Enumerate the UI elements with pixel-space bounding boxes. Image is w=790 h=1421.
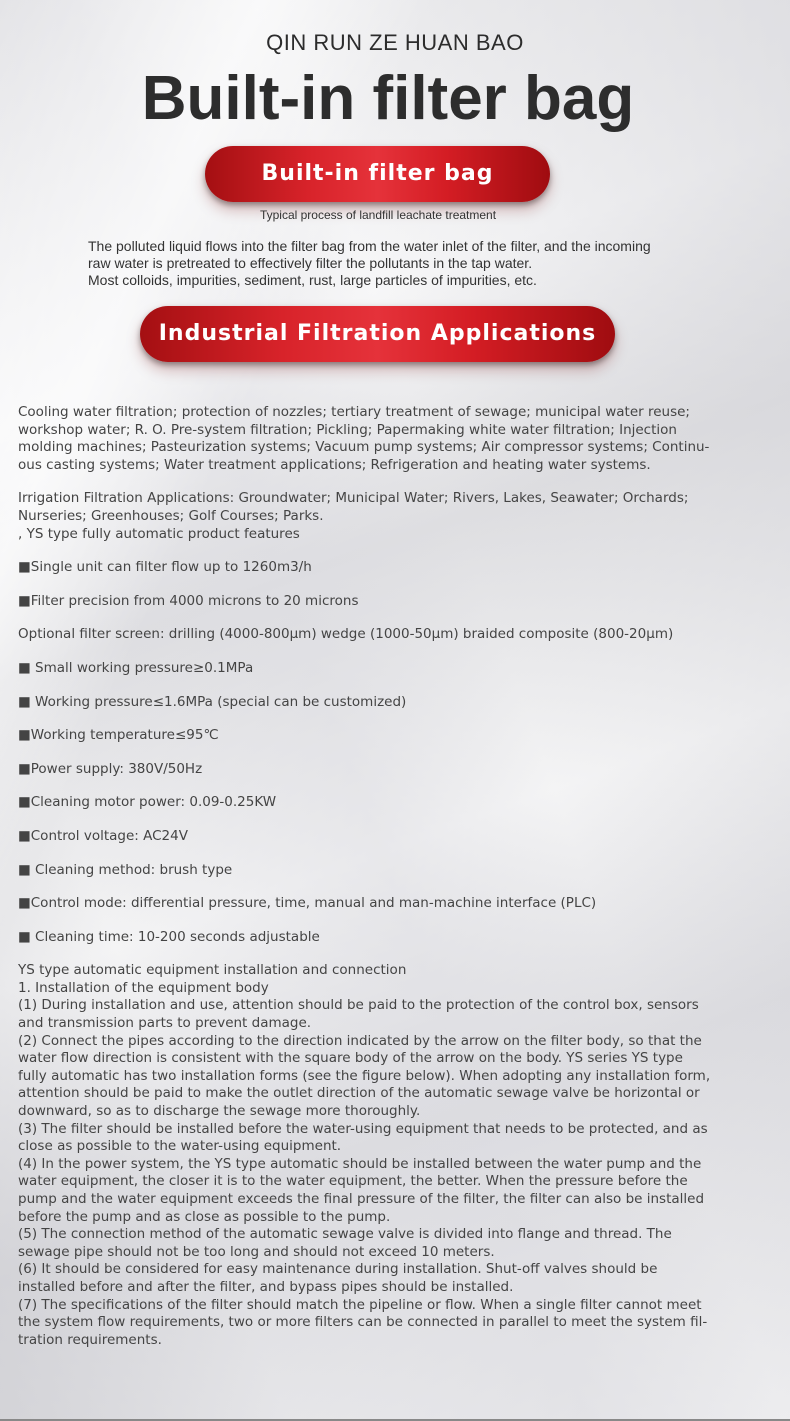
section-badge-filter-bag: Built-in filter bag xyxy=(205,146,550,202)
intro-line: Most colloids, impurities, sediment, rust, large particles of impurities, etc. xyxy=(88,272,537,288)
installation-section xyxy=(18,962,778,1349)
text-line: fully automatic has two installation forms (see the figure below). When adopting any installation form, xyxy=(18,1067,711,1084)
text-line: attention should be paid to make the outlet direction of the automatic sewage valve be horizontal or xyxy=(18,1085,700,1102)
intro-line: raw water is pretreated to effectively filter the pollutants in the tap water. xyxy=(88,255,533,271)
text-line: , YS type fully automatic product features xyxy=(18,525,300,542)
section-badge-industrial-applications: Industrial Filtration Applications xyxy=(140,306,615,362)
body-text xyxy=(18,404,778,1349)
text-line: 1. Installation of the equipment body xyxy=(18,979,269,996)
text-line: (4) In the power system, the YS type automatic should be installed between the water pump and the xyxy=(18,1155,702,1172)
text-line: YS type automatic equipment installation and connection xyxy=(18,962,407,979)
text-line: ous casting systems; Water treatment applications; Refrigeration and heating water systems. xyxy=(18,456,651,473)
feature-item: ■Control voltage: AC24V xyxy=(18,827,188,844)
text-line: (7) The specifications of the filter should match the pipeline or flow. When a single filter cannot meet xyxy=(18,1296,702,1313)
feature-item: ■ Working pressure≤1.6MPa (special can be customized) xyxy=(18,693,407,710)
text-line: water equipment, the closer it is to the water equipment, the better. When the pressure before the xyxy=(18,1173,688,1190)
text-line: Cooling water filtration; protection of nozzles; tertiary treatment of sewage; municipal water reuse; xyxy=(18,404,690,420)
text-line: before the pump and as close as possible to the pump. xyxy=(18,1208,391,1225)
feature-item: ■Cleaning motor power: 0.09-0.25KW xyxy=(18,794,277,811)
feature-item: ■Control mode: differential pressure, time, manual and man-machine interface (PLC) xyxy=(18,895,597,912)
text-line: and transmission parts to prevent damage. xyxy=(18,1015,312,1032)
brand-name: QIN RUN ZE HUAN BAO xyxy=(266,30,524,55)
text-line: downward, so as to discharge the sewage more thoroughly. xyxy=(18,1103,421,1120)
text-line: (1) During installation and use, attention should be paid to the protection of the control box, sensors xyxy=(18,997,699,1014)
feature-item: ■Power supply: 380V/50Hz xyxy=(18,760,203,777)
feature-item: ■Working temperature≤95℃ xyxy=(18,727,219,744)
feature-item: Optional filter screen: drilling (4000-800μm) wedge (1000-50μm) braided composite (800-20μm) xyxy=(18,626,674,643)
irrigation-applications-paragraph xyxy=(18,490,778,543)
text-line: water flow direction is consistent with the square body of the arrow on the body. YS series YS type xyxy=(18,1050,683,1067)
text-line: (3) The filter should be installed before the water-using equipment that needs to be protected, and as xyxy=(18,1120,708,1137)
text-line: Nurseries; Greenhouses; Golf Courses; Parks. xyxy=(18,507,324,524)
text-line: the system flow requirements, two or more filters can be connected in parallel to meet the system fil- xyxy=(18,1314,708,1331)
feature-item: ■Filter precision from 4000 microns to 20 microns xyxy=(18,592,359,609)
text-line: (2) Connect the pipes according to the direction indicated by the arrow on the filter body, so that the xyxy=(18,1032,702,1049)
feature-item: ■ Cleaning time: 10-200 seconds adjustable xyxy=(18,928,320,945)
text-line: (5) The connection method of the automatic sewage valve is divided into flange and thread. The xyxy=(18,1226,672,1243)
text-line: close as possible to the water-using equipment. xyxy=(18,1138,342,1155)
text-line: installed before and after the filter, and bypass pipes should be installed. xyxy=(18,1278,514,1295)
text-line: tration requirements. xyxy=(18,1331,162,1348)
section-caption: Typical process of landfill leachate treatment xyxy=(259,208,497,222)
text-line: sewage pipe should not be too long and should not exceed 10 meters. xyxy=(18,1243,495,1260)
page-title: Built-in filter bag xyxy=(141,64,635,133)
text-line: (6) It should be considered for easy maintenance during installation. Shut-off valves should be xyxy=(18,1261,658,1278)
text-line: workshop water; R. O. Pre-system filtration; Pickling; Papermaking white water filtration; Injection xyxy=(18,421,677,438)
intro-text xyxy=(88,238,728,289)
intro-line: The polluted liquid flows into the filter bag from the water inlet of the filter, and the incoming xyxy=(88,238,651,254)
feature-item: ■ Small working pressure≥0.1MPa xyxy=(18,659,254,676)
industrial-applications-paragraph xyxy=(18,404,778,474)
text-line: pump and the water equipment exceeds the final pressure of the filter, the filter can also be installed xyxy=(18,1191,705,1207)
text-line: molding machines; Pasteurization systems; Vacuum pump systems; Air compressor systems; Continu- xyxy=(18,439,710,456)
feature-item: ■ Cleaning method: brush type xyxy=(18,861,233,878)
feature-item: ■Single unit can filter flow up to 1260m3/h xyxy=(18,559,312,576)
text-line: Irrigation Filtration Applications: Groundwater; Municipal Water; Rivers, Lakes, Seawater; Orchards; xyxy=(18,490,689,507)
